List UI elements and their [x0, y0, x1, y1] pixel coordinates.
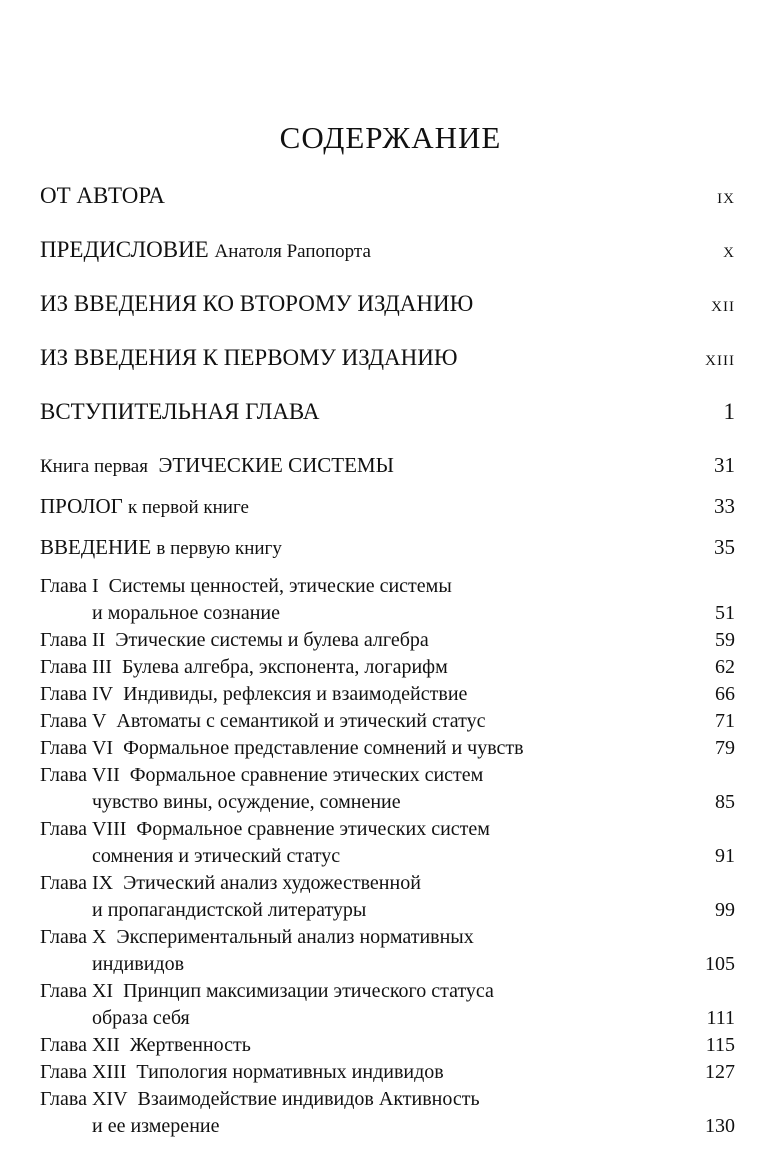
entry-title: ПРЕДИСЛОВИЕ Анатоля Рапопорта — [40, 237, 371, 262]
chapter-title — [40, 764, 483, 787]
toc-entry-preface — [40, 237, 735, 267]
chapter-label: Глава VI — [40, 737, 114, 759]
entry-title: ВВЕДЕНИЕ в первую книгу — [40, 535, 282, 559]
chapter-label: Глава I — [40, 575, 99, 597]
chapter-label: Глава II — [40, 629, 106, 651]
page-number: IX — [717, 191, 735, 207]
chapter-title — [40, 683, 467, 706]
chapter-title-line1: Этические системы и булева алгебра — [115, 629, 429, 651]
toc-entry-introductory-chapter — [40, 399, 735, 429]
chapter-label: Глава XIV — [40, 1088, 128, 1110]
toc-chapter-continuation — [40, 791, 735, 821]
chapter-title — [40, 710, 486, 733]
toc-chapter — [40, 818, 735, 848]
page-number: 71 — [715, 710, 735, 732]
toc-chapter-continuation — [40, 1007, 735, 1037]
page-number: X — [723, 245, 735, 261]
toc-chapter — [40, 737, 735, 767]
toc-chapter — [40, 710, 735, 740]
chapter-label: Глава V — [40, 710, 107, 732]
chapter-title — [40, 656, 448, 679]
chapter-title-line1: Булева алгебра, экспонента, логарифм — [121, 656, 448, 678]
toc-chapter — [40, 629, 735, 659]
chapter-label: Глава XII — [40, 1034, 120, 1056]
page-number: 59 — [715, 629, 735, 651]
page-number: 99 — [715, 899, 735, 921]
page-number: 35 — [714, 535, 735, 559]
chapter-title-line1: Индивиды, рефлексия и взаимодействие — [123, 683, 468, 705]
chapter-title-line1: Типология нормативных индивидов — [136, 1061, 444, 1083]
chapter-title-line1: Экспериментальный анализ нормативных — [116, 926, 474, 948]
chapter-title-line1: Формальное представление сомнений и чувств — [123, 737, 524, 759]
entry-title: ПРОЛОГ к первой книге — [40, 494, 249, 518]
toc-chapter — [40, 1061, 735, 1091]
page-number: 33 — [714, 494, 735, 518]
chapter-label: Глава XIII — [40, 1061, 127, 1083]
chapter-title — [40, 737, 524, 760]
chapter-title-line1: Автоматы с семантикой и этический статус — [116, 710, 486, 732]
toc-chapter-continuation — [40, 899, 735, 929]
page-number: 127 — [705, 1061, 735, 1083]
toc-chapter-continuation — [40, 1115, 735, 1145]
page-number: XIII — [705, 353, 735, 369]
chapter-label: Глава VII — [40, 764, 120, 786]
chapter-title-line2: образа себя — [92, 1007, 190, 1029]
page-number: 66 — [715, 683, 735, 705]
toc-chapter — [40, 575, 735, 605]
chapter-title-line1: Формальное сравнение этических систем — [129, 764, 484, 786]
chapter-title-line2: и ее измерение — [92, 1115, 220, 1137]
page-number: 31 — [714, 453, 735, 477]
chapter-title — [40, 872, 421, 895]
chapter-title-line2: и пропагандистской литературы — [92, 899, 367, 921]
page-number: 91 — [715, 845, 735, 867]
toc-chapter-continuation — [40, 602, 735, 632]
chapter-title — [40, 926, 474, 949]
toc-entry-first-edition — [40, 345, 735, 375]
page-number: 51 — [715, 602, 735, 624]
toc-chapter — [40, 1034, 735, 1064]
chapter-title-line1: Системы ценностей, этические системы — [108, 575, 452, 597]
toc-chapter-continuation — [40, 845, 735, 875]
page-number: XII — [711, 299, 735, 315]
chapter-title-line1: Принцип максимизации этического статуса — [123, 980, 494, 1002]
entry-title: ОТ АВТОРА — [40, 183, 165, 208]
toc-book-heading — [40, 453, 735, 483]
chapter-title — [40, 980, 494, 1003]
toc-chapter-continuation — [40, 953, 735, 983]
chapter-title-line1: Этический анализ художественной — [123, 872, 421, 894]
page-title: СОДЕРЖАНИЕ — [279, 120, 502, 155]
chapter-title — [40, 575, 452, 598]
chapter-title-line1: Формальное сравнение этических систем — [136, 818, 490, 840]
entry-title: ВСТУПИТЕЛЬНАЯ ГЛАВА — [40, 399, 320, 424]
entry-title: ИЗ ВВЕДЕНИЯ КО ВТОРОМУ ИЗДАНИЮ — [40, 291, 474, 316]
toc-chapter — [40, 656, 735, 686]
chapter-title-line1: Взаимодействие индивидов Активность — [137, 1088, 480, 1110]
page-number: 111 — [706, 1007, 735, 1029]
toc-chapter — [40, 1088, 735, 1118]
page-number: 62 — [715, 656, 735, 678]
toc-chapter — [40, 980, 735, 1010]
entry-title: Книга первая ЭТИЧЕСКИЕ СИСТЕМЫ — [40, 453, 394, 477]
toc-entry-introduction — [40, 535, 735, 565]
chapter-label: Глава XI — [40, 980, 114, 1002]
chapter-title-line1: Жертвенность — [129, 1034, 251, 1056]
chapter-title-line2: и моральное сознание — [92, 602, 280, 624]
toc-chapter — [40, 764, 735, 794]
chapter-title — [40, 1088, 480, 1111]
toc-entry-second-edition — [40, 291, 735, 321]
chapter-label: Глава VIII — [40, 818, 127, 840]
chapter-title-line2: чувство вины, осуждение, сомнение — [92, 791, 401, 813]
page-number: 85 — [715, 791, 735, 813]
toc-chapter — [40, 872, 735, 902]
chapter-title-line2: индивидов — [92, 953, 185, 975]
page-number: 1 — [723, 399, 735, 424]
chapter-title — [40, 1061, 444, 1084]
page-number: 105 — [705, 953, 735, 975]
chapter-label: Глава IV — [40, 683, 114, 705]
chapter-label: Глава III — [40, 656, 112, 678]
chapter-label: Глава X — [40, 926, 107, 948]
chapter-title — [40, 818, 490, 841]
toc-chapter — [40, 926, 735, 956]
page-number: 79 — [715, 737, 735, 759]
page-number: 115 — [705, 1034, 735, 1056]
toc-entry-prologue — [40, 494, 735, 524]
entry-title: ИЗ ВВЕДЕНИЯ К ПЕРВОМУ ИЗДАНИЮ — [40, 345, 458, 370]
chapter-label: Глава IX — [40, 872, 114, 894]
page-number: 130 — [705, 1115, 735, 1137]
toc-entry-from-author — [40, 183, 735, 213]
chapter-title — [40, 629, 429, 652]
toc-chapter — [40, 683, 735, 713]
chapter-title — [40, 1034, 251, 1057]
chapter-title-line2: сомнения и этический статус — [92, 845, 341, 867]
